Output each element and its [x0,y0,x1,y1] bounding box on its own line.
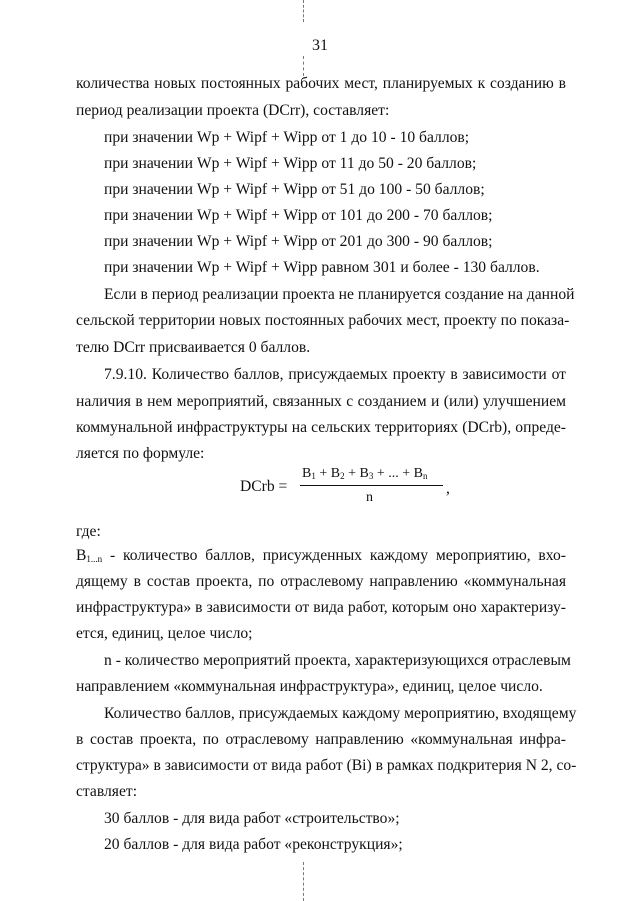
where-b-line-4: ется, единиц, целое число; [76,625,253,642]
formula-lhs: DCrb = [240,478,288,495]
where-label: где: [76,523,101,540]
score-item-6: при значении Wp + Wipf + Wipp равном 301 и более - 130 баллов. [104,259,540,276]
fold-mark-bottom [303,862,305,901]
para3-line-3: коммунальной инфраструктуры на сельских территориях (DCrb), опреде- [76,419,566,436]
where-n-line-2: направлением «коммунальная инфраструктура», единиц, целое число. [76,678,543,695]
formula-comma: , [446,480,450,497]
score-item-3: при значении Wp + Wipf + Wipp от 51 до 100 - 50 баллов; [104,181,485,198]
fold-mark-upper [303,56,305,76]
para4-line-3: структура» в зависимости от вида работ (Bi) в рамках подкритерия N 2, со- [76,757,577,774]
page-number: 31 [312,37,328,54]
para3-line-2: наличия в нем мероприятий, связанных с созданием и (или) улучшением [76,393,566,410]
formula-denominator: n [366,490,373,505]
para1-line-2: период реализации проекта (DCrr), составляет: [76,102,390,119]
fraction-bar [300,485,443,486]
b-symbol: B [76,547,87,564]
b-subscript: 1...n [86,554,103,564]
para3-line-1: 7.9.10. Количество баллов, присуждаемых проекту в зависимости от [104,366,566,383]
score-item-1: при значении Wp + Wipf + Wipp от 1 до 10 - 10 баллов; [104,129,470,146]
fold-mark-top [303,0,305,22]
formula [240,466,450,510]
para4-line-4: ставляет: [76,783,138,800]
works-item-1: 30 баллов - для вида работ «строительство»; [104,810,400,827]
where-b-line-2: дящему в состав проекта, по отраслевому направлению «коммунальная [76,573,566,590]
formula-numerator: $B_1 + B_2 + B_3$ + ... + $B_n$ [302,466,428,481]
score-item-5: при значении Wp + Wipf + Wipp от 201 до 300 - 90 баллов; [104,233,493,250]
where-b-line-1: $B_{1...n}$ - количество баллов, присужденных каждому мероприятию, вхо- [76,547,566,564]
para1-line-1: количества новых постоянных рабочих мест, планируемых к созданию в [76,75,566,92]
para2-line-2: сельской территории новых постоянных рабочих мест, проекту по показа- [76,312,570,329]
para2-line-3: телю DCrr присваивается 0 баллов. [76,339,311,356]
para3-line-4: ляется по формуле: [76,445,205,462]
para2-line-1: Если в период реализации проекта не планируется создание на данной [104,286,575,303]
score-item-4: при значении Wp + Wipf + Wipp от 101 до 200 - 70 баллов; [104,207,493,224]
works-item-2: 20 баллов - для вида работ «реконструкция»; [104,836,403,853]
score-item-2: при значении Wp + Wipf + Wipp от 11 до 50 - 20 баллов; [104,155,477,172]
para4-line-2: в состав проекта, по отраслевому направлению «коммунальная инфра- [76,731,566,748]
where-b-line-3: инфраструктура» в зависимости от вида работ, которым оно характеризу- [76,599,566,616]
para4-line-1: Количество баллов, присуждаемых каждому мероприятию, входящему [104,705,577,722]
where-n-line-1: n - количество мероприятий проекта, характеризующихся отраслевым [104,652,571,669]
